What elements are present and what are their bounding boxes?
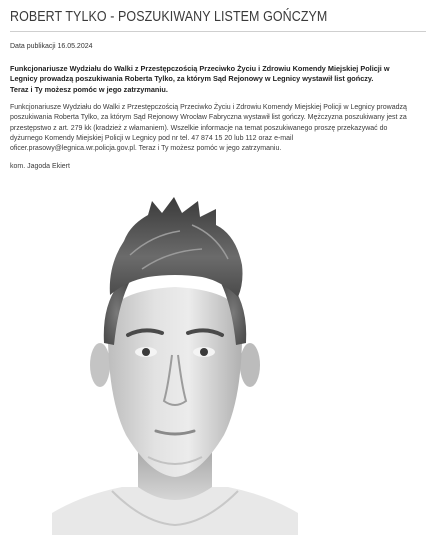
body-line: dyżurnego Komendy Miejskiej Policji w Legnicy pod nr tel. 47 874 15 20 lub 112 oraz e-mail <box>10 134 294 142</box>
lead-line: Funkcjonariusze Wydziału do Walki z Przestępczością Przeciwko Życiu i Zdrowiu Komendy Miejskiej Policji w <box>10 64 390 73</box>
body-line: poszukiwania Roberta Tylko, za którym Sąd Rejonowy Wrocław Fabryczna wystawił list gończy. Mężczyzna poszukiwany jest za <box>10 114 407 122</box>
lead-line: Legnicy prowadzą poszukiwania Roberta Tylko, za którym Sąd Rejonowy w Legnicy wystawił list gończy. <box>10 74 374 84</box>
lead-line: Teraz i Ty możesz pomóc w jego zatrzymaniu. <box>10 84 168 94</box>
right-ear-shape <box>240 343 260 387</box>
publication-date: Data publikacji 16.05.2024 <box>10 43 93 50</box>
title-divider <box>10 31 426 32</box>
hair-shape <box>110 197 243 297</box>
article-lead <box>10 64 426 95</box>
article-title: ROBERT TYLKO - POSZUKIWANY LISTEM GOŃCZYM <box>10 9 328 25</box>
article-body <box>10 103 424 154</box>
body-line: przestępstwo z art. 279 kk (kradzież z włamaniem). Wszelkie informacje na temat poszukiwanego proszę przekazywać do <box>10 124 388 132</box>
face-shape <box>108 287 242 477</box>
wanted-person-photo <box>52 195 298 535</box>
body-line: Funkcjonariusze Wydziału do Walki z Przestępczością Przeciwko Życiu i Zdrowiu Komendy Miejskiej Policji w Legnicy prowadzą <box>10 104 407 111</box>
body-line: oficer.prasowy@legnica.wr.policja.gov.pl. Teraz i Ty możesz pomóc w jego zatrzymaniu. <box>10 145 282 153</box>
left-ear-shape <box>90 343 110 387</box>
article-author: kom. Jagoda Ekiert <box>10 163 70 170</box>
